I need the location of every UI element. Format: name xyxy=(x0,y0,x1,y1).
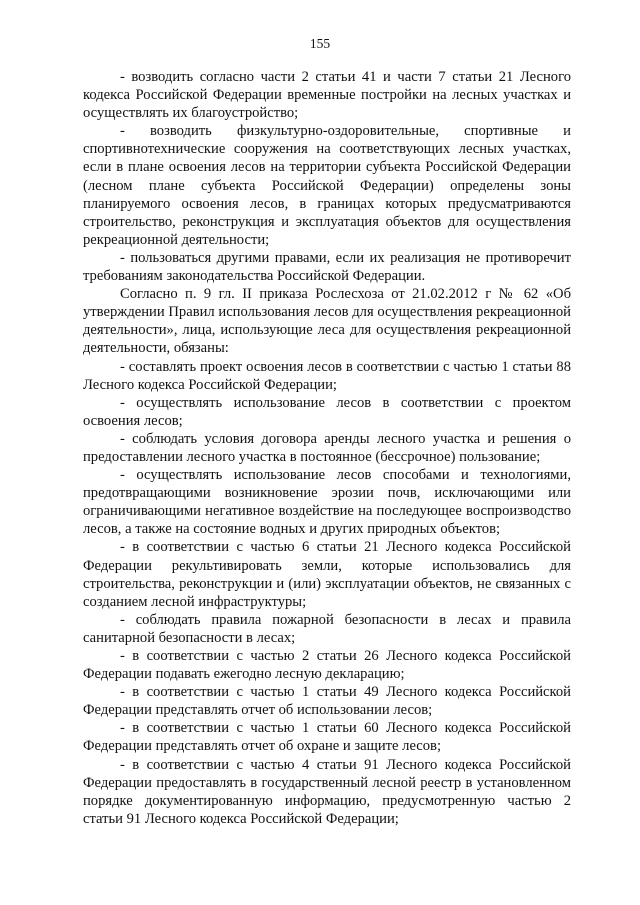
paragraph-2: - возводить физкультурно-оздоровительные, спортивные и спортивнотехнические сооружения на соответствующих лесных участках, если в плане освоения лесов на территории субъекта Российской Федерации (лесном плане субъекта Российской Федерации) определены зоны планируемого освоения лесов, в границах которых предусматриваются строительство, реконструкция и эксплуатация объектов для осуществления рекреационной деятельности; xyxy=(83,123,571,248)
page-number: 155 xyxy=(309,36,331,51)
paragraph-7: - соблюдать условия договора аренды лесного участка и решения о предоставлении лесного участка в постоянное (бессрочное) пользование; xyxy=(83,430,571,465)
paragraph-14: - в соответствии с частью 4 статьи 91 Лесного кодекса Российской Федерации предоставлять в государственный лесной реестр в установленном порядке документированную информацию, предусмотренную частью 2 статьи 91 Лесного кодекса Российской Федерации; xyxy=(83,756,571,827)
document-body xyxy=(83,68,571,828)
paragraph-8: - осуществлять использование лесов способами и технологиями, предотвращающими возникновение эрозии почв, исключающими или ограничивающими негативное воздействие на последующее воспроизводство лесов, а также на состояние водных и других природных объектов; xyxy=(83,467,571,538)
paragraph-9: - в соответствии с частью 6 статьи 21 Лесного кодекса Российской Федерации рекультивировать земли, которые использовались для строительства, реконструкции и (или) эксплуатации объектов, не связанных с созданием лесной инфраструктуры; xyxy=(83,539,571,610)
paragraph-5: - составлять проект освоения лесов в соответствии с частью 1 статьи 88 Лесного кодекса Российской Федерации; xyxy=(83,358,571,393)
paragraph-4: Согласно п. 9 гл. II приказа Рослесхоза от 21.02.2012 г № 62 «Об утверждении Правил использования лесов для осуществления рекреационной деятельности», лица, использующие леса для осуществления рекреационной деятельности, обязаны: xyxy=(83,286,571,357)
paragraph-3: - пользоваться другими правами, если их реализация не противоречит требованиям законодательства Российской Федерации. xyxy=(83,249,571,285)
paragraph-12: - в соответствии с частью 1 статьи 49 Лесного кодекса Российской Федерации представлять отчет об использовании лесов; xyxy=(83,684,571,719)
paragraph-13: - в соответствии с частью 1 статьи 60 Лесного кодекса Российской Федерации представлять отчет об охране и защите лесов; xyxy=(83,720,571,755)
paragraph-6: - осуществлять использование лесов в соответствии с проектом освоения лесов; xyxy=(83,394,571,429)
paragraph-1: - возводить согласно части 2 статьи 41 и части 7 статьи 21 Лесного кодекса Российской Федерации временные постройки на лесных участках и осуществлять их благоустройство; xyxy=(83,69,571,122)
paragraph-10: - соблюдать правила пожарной безопасности в лесах и правила санитарной безопасности в лесах; xyxy=(83,611,571,646)
paragraph-11: - в соответствии с частью 2 статьи 26 Лесного кодекса Российской Федерации подавать ежегодно лесную декларацию; xyxy=(83,648,571,683)
